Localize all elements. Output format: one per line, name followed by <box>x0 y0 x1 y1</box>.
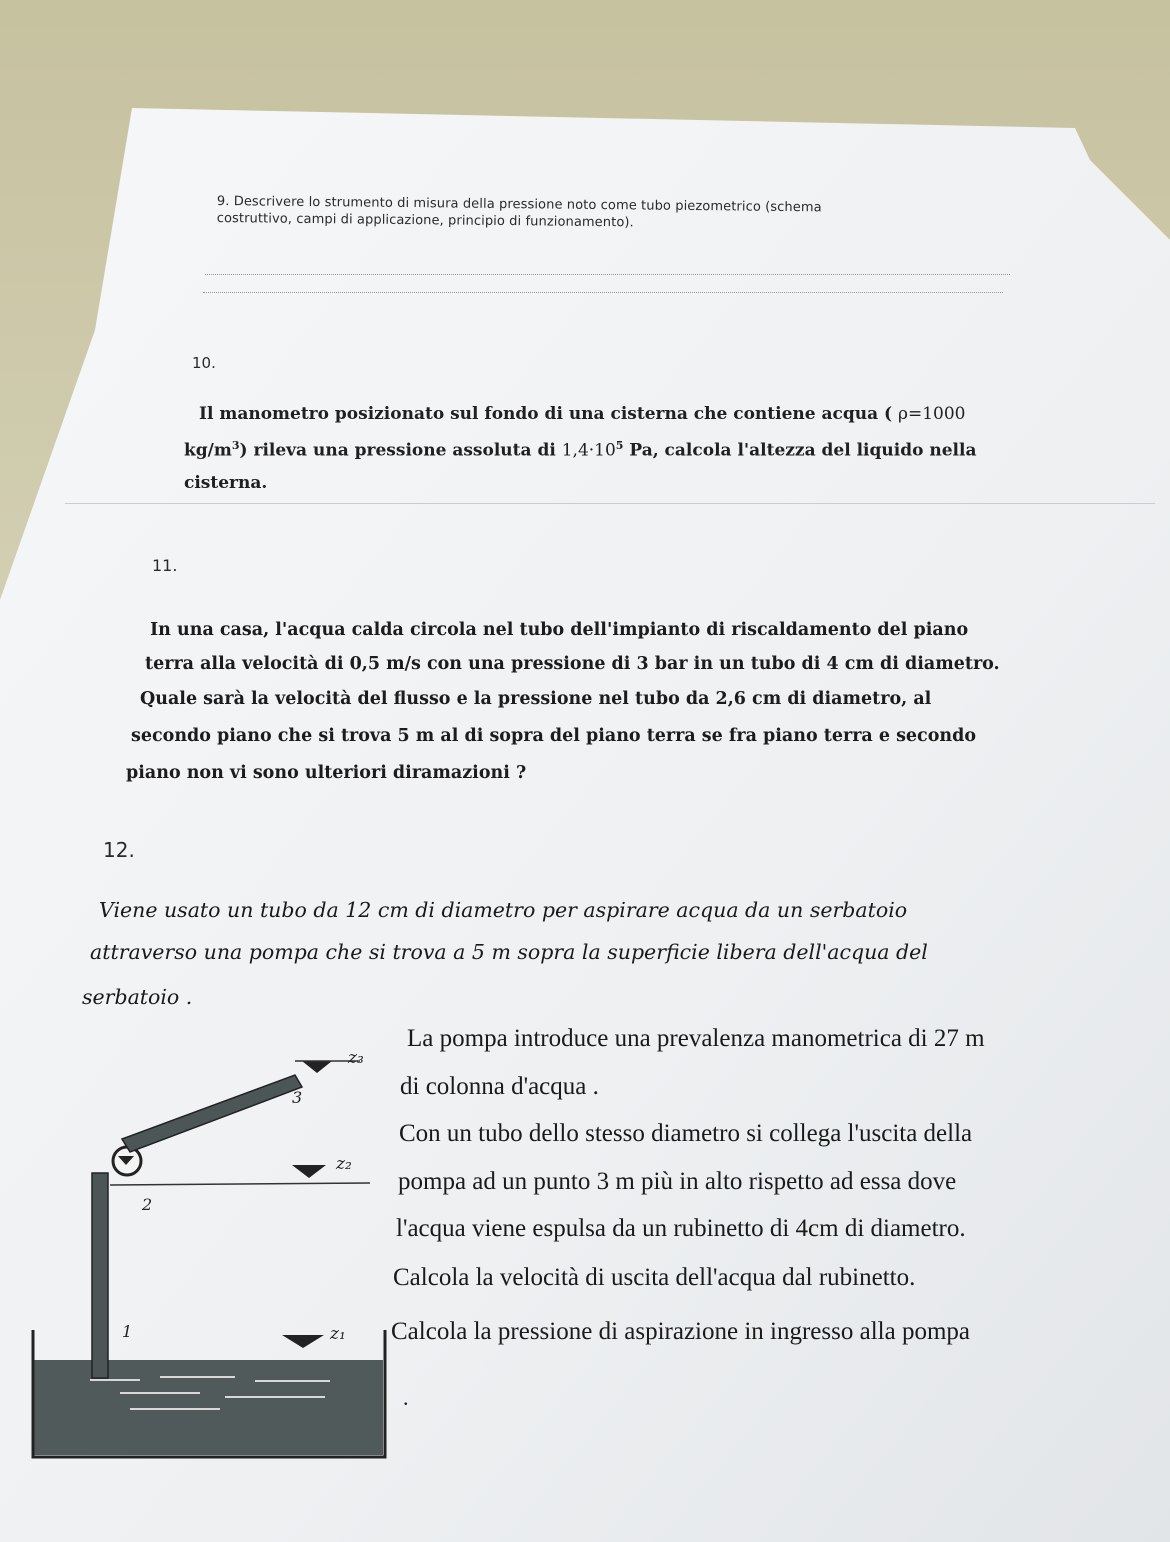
question-9 <box>217 193 822 233</box>
question-10-text <box>184 398 976 499</box>
question-12-text-line: Calcola la velocità di uscita dell'acqua dal rubinetto. <box>393 1264 916 1291</box>
unit-exponent: 3 <box>231 439 240 452</box>
question-11-line: In una casa, l'acqua calda circola nel tubo dell'impianto di riscaldamento del piano <box>150 620 969 640</box>
trailing-dot: . <box>403 1385 409 1410</box>
label-point-3: 3 <box>292 1088 303 1107</box>
discharge-pipe <box>122 1075 302 1152</box>
label-point-1: 1 <box>122 1322 133 1341</box>
level-line-z2 <box>110 1183 370 1185</box>
question-12-text-line: Con un tubo dello stesso diametro si collega l'uscita della <box>399 1120 973 1147</box>
answer-dotted-line <box>203 292 1003 293</box>
pump-tank-diagram <box>30 1025 405 1475</box>
question-12-intro-line: attraverso una pompa che si trova a 5 m sopra la superficie libera dell'acqua del <box>90 940 928 964</box>
question-11-number: 11. <box>152 556 178 575</box>
question-10-line-3: cisterna. <box>184 472 268 493</box>
question-12-intro-line: serbatoio . <box>82 985 193 1009</box>
question-10-line-2b: Pa, calcola l'altezza del liquido nella <box>629 440 977 461</box>
question-12-text-line: l'acqua viene espulsa da un rubinetto di 4cm di diametro. <box>396 1215 966 1242</box>
question-11-line: piano non vi sono ulteriori diramazioni ? <box>126 763 527 783</box>
question-10-line-2: ) rileva una pressione assoluta di <box>239 440 556 461</box>
label-z1: z₁ <box>330 1324 346 1344</box>
question-9-line-2: costruttivo, campi di applicazione, principio di funzionamento). <box>216 210 634 231</box>
question-12-text-line: di colonna d'acqua . <box>400 1073 599 1100</box>
level-marker-z3 <box>302 1061 332 1073</box>
question-10-number: 10. <box>192 354 216 372</box>
level-marker-z1 <box>282 1335 324 1348</box>
density-value: ρ=1000 <box>898 404 966 424</box>
pressure-exponent: 5 <box>615 439 624 452</box>
question-11-line: terra alla velocità di 0,5 m/s con una pressione di 3 bar in un tubo di 4 cm di diametro. <box>145 654 1000 674</box>
label-z2: z₂ <box>336 1154 352 1174</box>
answer-dotted-line <box>205 274 1010 275</box>
question-12-text-line: La pompa introduce una prevalenza manometrica di 27 m <box>407 1025 985 1052</box>
question-11-line: secondo piano che si trova 5 m al di sopra del piano terra se fra piano terra e secondo <box>131 726 977 746</box>
question-12-intro-line: Viene usato un tubo da 12 cm di diametro per aspirare acqua da un serbatoio <box>99 898 908 922</box>
question-11-line: Quale sarà la velocità del flusso e la pressione nel tubo da 2,6 cm di diametro, al <box>140 689 932 709</box>
label-point-2: 2 <box>142 1195 153 1214</box>
question-12-text-line: Calcola la pressione di aspirazione in ingresso alla pompa <box>391 1318 970 1345</box>
question-10-line-1: Il manometro posizionato sul fondo di una cisterna che contiene acqua ( <box>199 404 893 424</box>
section-divider <box>65 503 1155 504</box>
pressure-value: 1,4·10 <box>561 440 616 461</box>
question-12-number: 12. <box>103 838 135 862</box>
level-marker-z2 <box>292 1165 326 1178</box>
tank-water <box>33 1360 383 1455</box>
question-9-line-1: 9. Descrivere lo strumento di misura della pressione noto come tubo piezometrico (schema <box>216 193 822 216</box>
density-unit: kg/m <box>184 440 232 461</box>
label-z3: z₃ <box>348 1048 364 1068</box>
question-12-text-line: pompa ad un punto 3 m più in alto rispetto ad essa dove <box>398 1168 957 1195</box>
suction-pipe <box>92 1173 108 1378</box>
